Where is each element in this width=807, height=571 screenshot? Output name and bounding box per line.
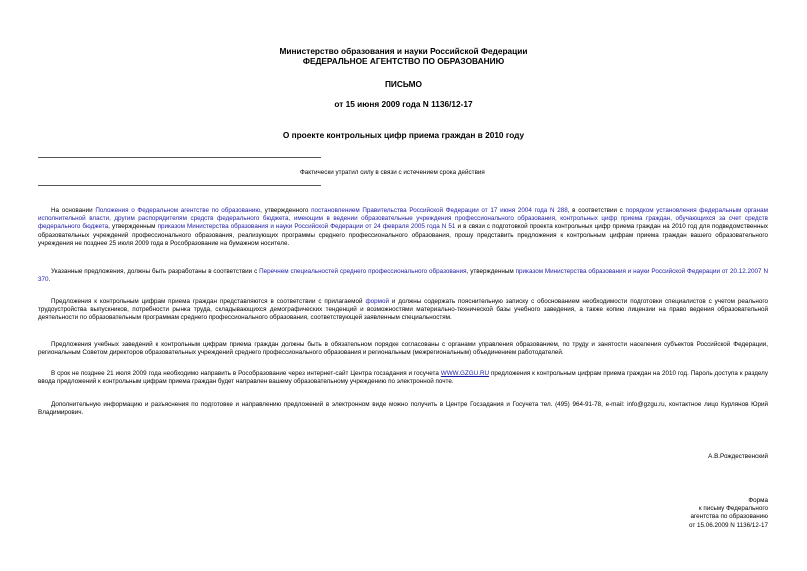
document-subject: О проекте контрольных цифр приема граждан в 2010 году xyxy=(282,130,525,140)
p3-link-form[interactable]: формой xyxy=(365,298,389,305)
p1-link-ministry-order[interactable]: приказом Министерства образования и науки Российской Федерации от 24 февраля 2005 года N 51 xyxy=(157,223,456,231)
paragraph-4 xyxy=(38,341,768,357)
appendix-line-4: от 15.06.2009 N 1136/12-17 xyxy=(689,521,768,529)
appendix-caption xyxy=(689,497,768,530)
p2-link-specialties-list[interactable]: Перечнем специальностей среднего профессионального образования xyxy=(259,268,467,275)
p5-text-2: предложения к контрольным цифрам приема граждан на 2010 год. Пароль доступа к разделу ввода предложений к контрольным цифрам приема граждан будет направлен вашему образовательному учреждению по электронной почте. xyxy=(38,370,768,386)
p4-text: Предложения учебных заведений к контрольным цифрам приема граждан должны быть в обязательном порядке согласованы с органами управления образованием, по труду и занятости населения субъектов Российской Федерации, региональным Советом директоров образовательных учреждений среднего профессионального образования и региональным (межрегиональным) объединением работодателей. xyxy=(38,341,768,357)
p2-text-3: . xyxy=(48,276,51,284)
document-date-number: от 15 июня 2009 года N 1136/12-17 xyxy=(334,99,473,109)
agency-title: ФЕДЕРАЛЬНОЕ АГЕНТСТВО ПО ОБРАЗОВАНИЮ xyxy=(302,56,505,66)
appendix-line-2: к письму Федерального xyxy=(698,505,768,513)
p1-link-regulation[interactable]: Положения о Федеральном агентстве по образованию xyxy=(95,207,261,214)
p1-text-1: На основании xyxy=(51,207,96,214)
paragraph-6 xyxy=(38,401,768,417)
paragraph-2 xyxy=(38,268,768,284)
p2-text-1: Указанные предложения, должны быть разработаны в соответствии с xyxy=(51,268,260,275)
p1-text-2: , утвержденного xyxy=(260,207,312,214)
p6-text: Дополнительную информацию и разъяснения по подготовке и направлению предложений в электронном виде можно получить в Центре Госзадания и Госучета тел. (495) 964-91-78, e-mail: info@gzgu.ru, контактное лицо Курлянов Юрий Владимирович. xyxy=(38,401,768,417)
ministry-title: Министерство образования и науки Российской Федерации xyxy=(279,46,528,56)
appendix-line-3: агентства по образованию xyxy=(690,513,768,521)
p1-text-3: , в соответствии с xyxy=(567,207,626,214)
paragraph-1 xyxy=(38,207,768,248)
divider-top xyxy=(38,157,321,158)
p3-text-1: Предложения к контрольным цифрам приема граждан представляются в соответствии с прилагаемой xyxy=(51,298,366,305)
document-type: ПИСЬМО xyxy=(384,79,423,89)
p5-text-1: В срок не позднее 21 июля 2009 года необходимо направить в Рособразование через интернет-сайт Центра госзадания и госучета xyxy=(51,370,441,377)
p1-text-4: , утвержденным xyxy=(108,223,158,231)
signature: А.В.Рождественский xyxy=(708,453,768,460)
p2-link-ministry-order[interactable]: приказом Министерства образования и науки Российской Федерации от 20.12.2007 N 370 xyxy=(38,268,768,284)
p1-text-5: и в связи с подготовкой проекта контрольных цифр приема граждан на 2010 год для подведомственных образовательных учреждений профессионального образования, реализующих программы среднего профессионального образования, прошу представить предложения к контрольным цифрам приема граждан вашего образовательного учреждения не позднее 25 июля 2009 года в Рособразование на бумажном носителе. xyxy=(38,223,768,247)
p1-link-government-decree[interactable]: постановлением Правительства Российской Федерации от 17 июня 2004 года N 288 xyxy=(311,207,568,214)
p5-link-website[interactable]: WWW.GZGU.RU xyxy=(440,370,490,377)
p1-link-procedure[interactable]: порядком установления федеральным органам исполнительной власти, другим распорядителям средств федерального бюджета, имеющим в ведении образовательные учреждения профессионального образования, контрольных цифр приема граждан, обучающихся за счет средств федерального бюджета xyxy=(38,207,768,231)
status-note: Фактически утратил силу в связи с истечением срока действия xyxy=(300,169,485,176)
divider-bottom xyxy=(38,185,321,186)
paragraph-5 xyxy=(38,370,768,386)
appendix-line-1: Форма xyxy=(748,497,768,504)
p2-text-2: , утвержденным xyxy=(466,268,516,275)
paragraph-3 xyxy=(38,298,768,323)
p3-text-2: и должны содержать пояснительную записку с обоснованием необходимости подготовки специалистов с учетом реального трудоустройства выпускников, потребности рынка труда, складывающихся демографических тенденций и возможностями материально-технической базы учебного заведения, а также копию лицензии на право ведения образовательной деятельности по образовательным программам среднего профессионального образования, соответствующей заявленным специальностям. xyxy=(38,298,769,322)
